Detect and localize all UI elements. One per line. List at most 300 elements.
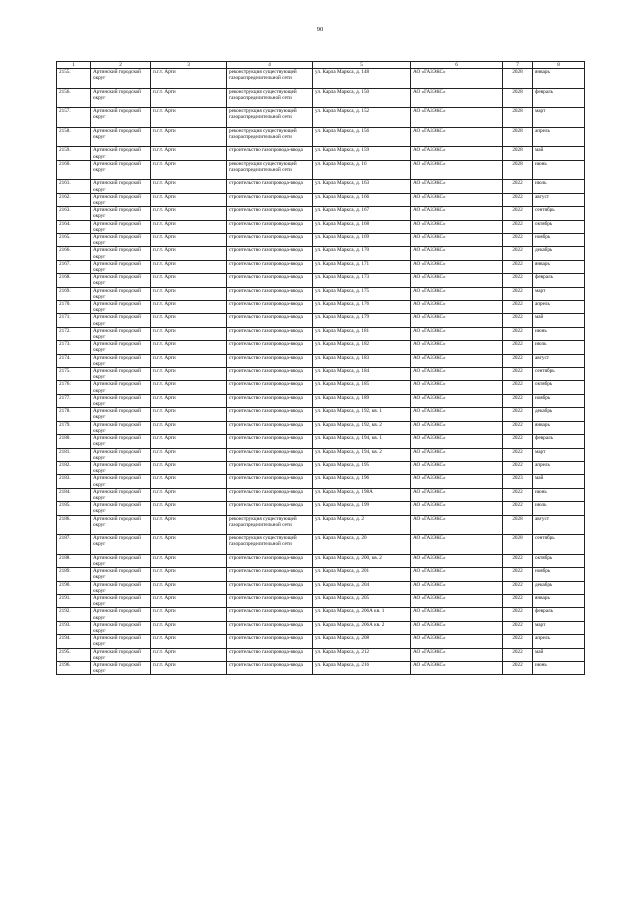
district-cell: Артинский городской округ [91,160,151,180]
address-cell: ул. Карла Маркса, д. 184 [313,368,411,381]
year-cell: 2022 [503,394,533,407]
address-cell: ул. Карла Маркса, д. 194, кв. 2 [313,448,411,461]
month-cell: май [533,648,585,661]
organization-cell: АО «ГАЗЭКС» [411,488,503,501]
table-row [57,661,585,674]
table-row [57,180,585,193]
district-cell: Артинский городской округ [91,193,151,206]
settlement-cell: п.г.т. Арти [151,554,227,567]
work-type-cell: строительство газопровода-ввода [227,635,313,648]
schedule-table [56,61,585,675]
settlement-cell: п.г.т. Арти [151,220,227,233]
row-number: 2159. [57,147,91,160]
address-cell: ул. Карла Маркса, д. 200, кв. 2 [313,554,411,567]
settlement-cell: п.г.т. Арти [151,247,227,260]
address-cell: ул. Карла Маркса, д. 212 [313,648,411,661]
year-cell: 2022 [503,461,533,474]
organization-cell: АО «ГАЗЭКС» [411,635,503,648]
work-type-cell: строительство газопровода-ввода [227,260,313,273]
row-number: 2180. [57,435,91,448]
address-cell: ул. Карла Маркса, д. 20 [313,535,411,555]
table-row [57,327,585,340]
table-row [57,581,585,594]
address-cell: ул. Карла Маркса, д. 156 [313,127,411,147]
address-cell: ул. Карла Маркса, д. 179 [313,314,411,327]
work-type-cell: реконструкция существующей газораспределительной сети [227,88,313,108]
address-cell: ул. Карла Маркса, д. 208 [313,635,411,648]
address-cell: ул. Карла Маркса, д. 205 [313,594,411,607]
table-row [57,69,585,89]
table-row [57,648,585,661]
district-cell: Артинский городской округ [91,354,151,367]
row-number: 2160. [57,160,91,180]
address-cell: ул. Карла Маркса, д. 166 [313,193,411,206]
month-cell: декабрь [533,247,585,260]
organization-cell: АО «ГАЗЭКС» [411,354,503,367]
column-header: 3 [151,62,227,69]
district-cell: Артинский городской округ [91,88,151,108]
table-row [57,448,585,461]
organization-cell: АО «ГАЗЭКС» [411,341,503,354]
settlement-cell: п.г.т. Арти [151,274,227,287]
work-type-cell: строительство газопровода-ввода [227,327,313,340]
work-type-cell: строительство газопровода-ввода [227,180,313,193]
district-cell: Артинский городской округ [91,581,151,594]
row-number: 2155. [57,69,91,89]
month-cell: август [533,354,585,367]
month-cell: июль [533,180,585,193]
month-cell: март [533,621,585,634]
district-cell: Артинский городской округ [91,69,151,89]
column-number-row [57,62,585,69]
address-cell: ул. Карла Маркса, д. 206А кв. 2 [313,621,411,634]
work-type-cell: строительство газопровода-ввода [227,461,313,474]
organization-cell: АО «ГАЗЭКС» [411,594,503,607]
organization-cell: АО «ГАЗЭКС» [411,515,503,535]
address-cell: ул. Карла Маркса, д. 181 [313,327,411,340]
organization-cell: АО «ГАЗЭКС» [411,475,503,488]
table-row [57,260,585,273]
address-cell: ул. Карла Маркса, д. 163 [313,180,411,193]
settlement-cell: п.г.т. Арти [151,421,227,434]
address-cell: ул. Карла Маркса, д. 2 [313,515,411,535]
address-cell: ул. Карла Маркса, д. 175 [313,287,411,300]
table-row [57,394,585,407]
address-cell: ул. Карла Маркса, д. 169 [313,234,411,247]
work-type-cell: строительство газопровода-ввода [227,274,313,287]
organization-cell: АО «ГАЗЭКС» [411,193,503,206]
settlement-cell: п.г.т. Арти [151,461,227,474]
year-cell: 2028 [503,88,533,108]
row-number: 2176. [57,381,91,394]
table-row [57,108,585,128]
column-header: 4 [227,62,313,69]
address-cell: ул. Карла Маркса, д. 195 [313,461,411,474]
month-cell: апрель [533,127,585,147]
row-number: 2183. [57,475,91,488]
organization-cell: АО «ГАЗЭКС» [411,554,503,567]
work-type-cell: строительство газопровода-ввода [227,314,313,327]
organization-cell: АО «ГАЗЭКС» [411,581,503,594]
address-cell: ул. Карла Маркса, д. 170 [313,247,411,260]
settlement-cell: п.г.т. Арти [151,207,227,220]
work-type-cell: реконструкция существующей газораспределительной сети [227,127,313,147]
year-cell: 2022 [503,408,533,421]
organization-cell: АО «ГАЗЭКС» [411,461,503,474]
district-cell: Артинский городской округ [91,488,151,501]
month-cell: январь [533,421,585,434]
column-header: 6 [411,62,503,69]
month-cell: февраль [533,88,585,108]
district-cell: Артинский городской округ [91,554,151,567]
work-type-cell: строительство газопровода-ввода [227,621,313,634]
row-number: 2163. [57,207,91,220]
work-type-cell: реконструкция существующей газораспределительной сети [227,535,313,555]
month-cell: июнь [533,661,585,674]
work-type-cell: строительство газопровода-ввода [227,488,313,501]
settlement-cell: п.г.т. Арти [151,635,227,648]
year-cell: 2028 [503,108,533,128]
settlement-cell: п.г.т. Арти [151,568,227,581]
district-cell: Артинский городской округ [91,207,151,220]
address-cell: ул. Карла Маркса, д. 201 [313,568,411,581]
work-type-cell: строительство газопровода-ввода [227,581,313,594]
table-row [57,488,585,501]
district-cell: Артинский городской округ [91,368,151,381]
work-type-cell: строительство газопровода-ввода [227,475,313,488]
organization-cell: АО «ГАЗЭКС» [411,207,503,220]
month-cell: март [533,287,585,300]
year-cell: 2022 [503,341,533,354]
row-number: 2182. [57,461,91,474]
settlement-cell: п.г.т. Арти [151,301,227,314]
organization-cell: АО «ГАЗЭКС» [411,608,503,621]
column-header: 5 [313,62,411,69]
year-cell: 2028 [503,127,533,147]
month-cell: октябрь [533,554,585,567]
row-number: 2196. [57,661,91,674]
work-type-cell: строительство газопровода-ввода [227,234,313,247]
settlement-cell: п.г.т. Арти [151,581,227,594]
row-number: 2165. [57,234,91,247]
work-type-cell: строительство газопровода-ввода [227,147,313,160]
district-cell: Артинский городской округ [91,408,151,421]
district-cell: Артинский городской округ [91,535,151,555]
table-row [57,88,585,108]
address-cell: ул. Карла Маркса, д. 206А кв. 1 [313,608,411,621]
organization-cell: АО «ГАЗЭКС» [411,661,503,674]
organization-cell: АО «ГАЗЭКС» [411,180,503,193]
address-cell: ул. Карла Маркса, д. 167 [313,207,411,220]
work-type-cell: строительство газопровода-ввода [227,354,313,367]
row-number: 2184. [57,488,91,501]
year-cell: 2022 [503,581,533,594]
column-header: 2 [91,62,151,69]
month-cell: декабрь [533,408,585,421]
month-cell: март [533,108,585,128]
year-cell: 2022 [503,207,533,220]
settlement-cell: п.г.т. Арти [151,287,227,300]
organization-cell: АО «ГАЗЭКС» [411,108,503,128]
year-cell: 2022 [503,180,533,193]
column-header: 8 [533,62,585,69]
year-cell: 2022 [503,554,533,567]
work-type-cell: строительство газопровода-ввода [227,247,313,260]
work-type-cell: строительство газопровода-ввода [227,193,313,206]
row-number: 2168. [57,274,91,287]
settlement-cell: п.г.т. Арти [151,381,227,394]
year-cell: 2022 [503,327,533,340]
organization-cell: АО «ГАЗЭКС» [411,621,503,634]
row-number: 2170. [57,301,91,314]
organization-cell: АО «ГАЗЭКС» [411,160,503,180]
table-row [57,207,585,220]
district-cell: Артинский городской округ [91,287,151,300]
month-cell: сентябрь [533,368,585,381]
table-row [57,220,585,233]
row-number: 2179. [57,421,91,434]
organization-cell: АО «ГАЗЭКС» [411,421,503,434]
address-cell: ул. Карла Маркса, д. 171 [313,260,411,273]
year-cell: 2022 [503,314,533,327]
district-cell: Артинский городской округ [91,274,151,287]
organization-cell: АО «ГАЗЭКС» [411,368,503,381]
month-cell: август [533,193,585,206]
row-number: 2158. [57,127,91,147]
month-cell: февраль [533,608,585,621]
month-cell: февраль [533,274,585,287]
table-row [57,381,585,394]
table-row [57,234,585,247]
settlement-cell: п.г.т. Арти [151,354,227,367]
settlement-cell: п.г.т. Арти [151,515,227,535]
table-row [57,147,585,160]
month-cell: ноябрь [533,234,585,247]
district-cell: Артинский городской округ [91,394,151,407]
district-cell: Артинский городской округ [91,314,151,327]
month-cell: апрель [533,635,585,648]
year-cell: 2022 [503,220,533,233]
month-cell: июнь [533,327,585,340]
settlement-cell: п.г.т. Арти [151,160,227,180]
row-number: 2173. [57,341,91,354]
year-cell: 2022 [503,435,533,448]
settlement-cell: п.г.т. Арти [151,234,227,247]
year-cell: 2023 [503,475,533,488]
organization-cell: АО «ГАЗЭКС» [411,435,503,448]
row-number: 2189. [57,568,91,581]
district-cell: Артинский городской округ [91,608,151,621]
year-cell: 2022 [503,635,533,648]
table-row [57,421,585,434]
district-cell: Артинский городской округ [91,234,151,247]
district-cell: Артинский городской округ [91,661,151,674]
row-number: 2181. [57,448,91,461]
work-type-cell: реконструкция существующей газораспределительной сети [227,515,313,535]
work-type-cell: строительство газопровода-ввода [227,435,313,448]
district-cell: Артинский городской округ [91,260,151,273]
address-cell: ул. Карла Маркса, д. 159 [313,147,411,160]
row-number: 2190. [57,581,91,594]
month-cell: июль [533,502,585,515]
address-cell: ул. Карла Маркса, д. 204 [313,581,411,594]
table-row [57,515,585,535]
table-row [57,368,585,381]
address-cell: ул. Карла Маркса, д. 152 [313,108,411,128]
table-row [57,160,585,180]
row-number: 2192. [57,608,91,621]
settlement-cell: п.г.т. Арти [151,502,227,515]
year-cell: 2022 [503,608,533,621]
district-cell: Артинский городской округ [91,220,151,233]
work-type-cell: реконструкция существующей газораспределительной сети [227,108,313,128]
table-row [57,608,585,621]
month-cell: октябрь [533,381,585,394]
row-number: 2177. [57,394,91,407]
work-type-cell: строительство газопровода-ввода [227,394,313,407]
work-type-cell: строительство газопровода-ввода [227,502,313,515]
organization-cell: АО «ГАЗЭКС» [411,260,503,273]
organization-cell: АО «ГАЗЭКС» [411,568,503,581]
work-type-cell: строительство газопровода-ввода [227,220,313,233]
address-cell: ул. Карла Маркса, д. 182 [313,341,411,354]
organization-cell: АО «ГАЗЭКС» [411,127,503,147]
address-cell: ул. Карла Маркса, д. 192, кв. 1 [313,408,411,421]
table-row [57,193,585,206]
month-cell: март [533,448,585,461]
work-type-cell: строительство газопровода-ввода [227,341,313,354]
settlement-cell: п.г.т. Арти [151,608,227,621]
month-cell: июнь [533,488,585,501]
year-cell: 2028 [503,160,533,180]
address-cell: ул. Карла Маркса, д. 183 [313,354,411,367]
work-type-cell: строительство газопровода-ввода [227,648,313,661]
row-number: 2161. [57,180,91,193]
month-cell: август [533,515,585,535]
organization-cell: АО «ГАЗЭКС» [411,394,503,407]
settlement-cell: п.г.т. Арти [151,341,227,354]
district-cell: Артинский городской округ [91,435,151,448]
month-cell: январь [533,260,585,273]
organization-cell: АО «ГАЗЭКС» [411,535,503,555]
table-row [57,341,585,354]
year-cell: 2028 [503,147,533,160]
year-cell: 2022 [503,502,533,515]
row-number: 2187. [57,535,91,555]
work-type-cell: строительство газопровода-ввода [227,368,313,381]
work-type-cell: строительство газопровода-ввода [227,594,313,607]
work-type-cell: строительство газопровода-ввода [227,381,313,394]
organization-cell: АО «ГАЗЭКС» [411,88,503,108]
row-number: 2178. [57,408,91,421]
organization-cell: АО «ГАЗЭКС» [411,502,503,515]
organization-cell: АО «ГАЗЭКС» [411,448,503,461]
column-header: 7 [503,62,533,69]
organization-cell: АО «ГАЗЭКС» [411,648,503,661]
settlement-cell: п.г.т. Арти [151,368,227,381]
work-type-cell: строительство газопровода-ввода [227,207,313,220]
organization-cell: АО «ГАЗЭКС» [411,247,503,260]
settlement-cell: п.г.т. Арти [151,193,227,206]
organization-cell: АО «ГАЗЭКС» [411,274,503,287]
table-row [57,127,585,147]
row-number: 2174. [57,354,91,367]
settlement-cell: п.г.т. Арти [151,127,227,147]
month-cell: февраль [533,435,585,448]
month-cell: ноябрь [533,394,585,407]
table-row [57,554,585,567]
row-number: 2186. [57,515,91,535]
row-number: 2157. [57,108,91,128]
district-cell: Артинский городской округ [91,621,151,634]
table-row [57,314,585,327]
settlement-cell: п.г.т. Арти [151,435,227,448]
year-cell: 2028 [503,69,533,89]
month-cell: апрель [533,301,585,314]
table-row [57,621,585,634]
organization-cell: АО «ГАЗЭКС» [411,69,503,89]
address-cell: ул. Карла Маркса, д. 194, кв. 1 [313,435,411,448]
row-number: 2195. [57,648,91,661]
table-row [57,354,585,367]
month-cell: июль [533,341,585,354]
column-header: 1 [57,62,91,69]
district-cell: Артинский городской округ [91,327,151,340]
settlement-cell: п.г.т. Арти [151,475,227,488]
address-cell: ул. Карла Маркса, д. 185 [313,381,411,394]
organization-cell: АО «ГАЗЭКС» [411,147,503,160]
organization-cell: АО «ГАЗЭКС» [411,408,503,421]
row-number: 2188. [57,554,91,567]
month-cell: ноябрь [533,568,585,581]
year-cell: 2022 [503,193,533,206]
year-cell: 2022 [503,274,533,287]
row-number: 2185. [57,502,91,515]
district-cell: Артинский городской округ [91,247,151,260]
district-cell: Артинский городской округ [91,635,151,648]
work-type-cell: строительство газопровода-ввода [227,287,313,300]
district-cell: Артинский городской округ [91,648,151,661]
year-cell: 2022 [503,234,533,247]
month-cell: май [533,314,585,327]
year-cell: 2022 [503,661,533,674]
settlement-cell: п.г.т. Арти [151,147,227,160]
settlement-cell: п.г.т. Арти [151,661,227,674]
year-cell: 2022 [503,381,533,394]
district-cell: Артинский городской округ [91,147,151,160]
district-cell: Артинский городской округ [91,108,151,128]
row-number: 2169. [57,287,91,300]
district-cell: Артинский городской округ [91,594,151,607]
table-row [57,475,585,488]
settlement-cell: п.г.т. Арти [151,108,227,128]
address-cell: ул. Карла Маркса, д. 189 [313,394,411,407]
page-number: 90 [316,26,324,33]
work-type-cell: реконструкция существующей газораспределительной сети [227,69,313,89]
year-cell: 2022 [503,594,533,607]
district-cell: Артинский городской округ [91,127,151,147]
settlement-cell: п.г.т. Арти [151,394,227,407]
year-cell: 2022 [503,247,533,260]
address-cell: ул. Карла Маркса, д. 176 [313,301,411,314]
table-row [57,301,585,314]
address-cell: ул. Карла Маркса, д. 216 [313,661,411,674]
district-cell: Артинский городской округ [91,421,151,434]
organization-cell: АО «ГАЗЭКС» [411,301,503,314]
year-cell: 2022 [503,648,533,661]
district-cell: Артинский городской округ [91,301,151,314]
organization-cell: АО «ГАЗЭКС» [411,314,503,327]
